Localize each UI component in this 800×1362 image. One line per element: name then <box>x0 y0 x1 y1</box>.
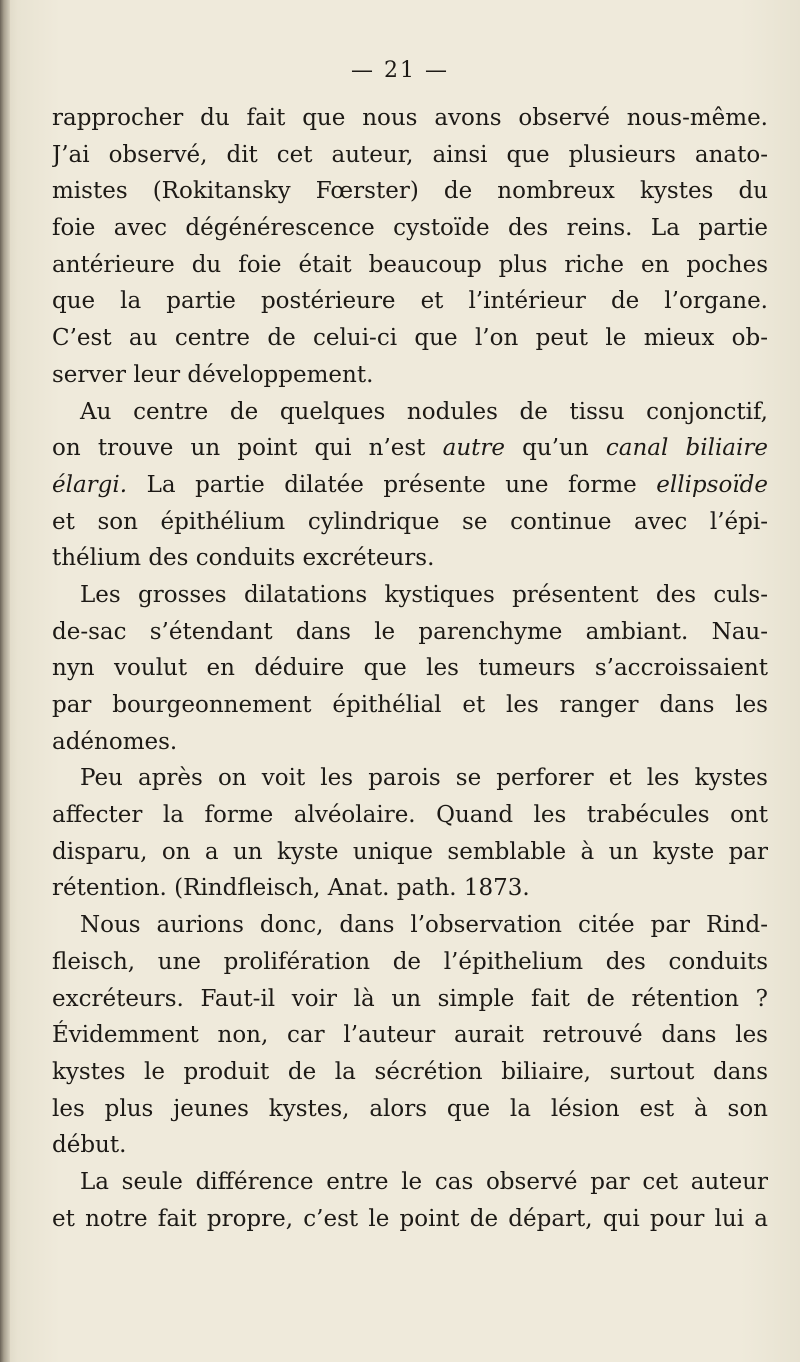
page-binding-edge <box>0 0 10 1362</box>
text-line: et son épithélium cylindrique se continue avec l’épi- <box>52 508 768 535</box>
text-line: thélium des conduits excréteurs. <box>52 545 435 572</box>
text-line: disparu, on a un kyste unique semblable à un kyste par <box>52 838 768 865</box>
italic-term: élargi. <box>52 471 128 498</box>
text-line: début. <box>52 1132 127 1159</box>
text-segment: La partie dilatée présente une forme <box>127 471 657 498</box>
italic-term: ellipsoïde <box>656 471 768 498</box>
text-line: adénomes. <box>52 728 178 755</box>
text-line: antérieure du foie était beaucoup plus riche en poches <box>52 251 768 278</box>
text-line: Évidemment non, car l’auteur aurait retrouvé dans les <box>52 1022 768 1049</box>
text-line: fleisch, une prolifération de l’épithelium des conduits <box>52 948 768 975</box>
italic-term: autre <box>442 435 505 462</box>
text-line <box>52 467 768 504</box>
text-line <box>52 430 768 467</box>
text-line: par bourgeonnement épithélial et les ranger dans les <box>52 692 768 718</box>
text-line: les plus jeunes kystes, alors que la lésion est à son <box>52 1095 768 1122</box>
text-line: nyn voulut en déduire que les tumeurs s’accroissaient <box>52 655 768 682</box>
text-line: La seule différence entre le cas observé par cet auteur <box>80 1168 768 1195</box>
text-line: server leur développement. <box>52 361 374 388</box>
text-segment: on trouve un point qui n’est <box>52 435 443 462</box>
text-line: de-sac s’étendant dans le parenchyme ambiant. Nau- <box>52 618 768 645</box>
text-line: que la partie postérieure et l’intérieur de l’organe. <box>52 288 768 315</box>
text-segment: qu’un <box>504 435 606 462</box>
page-number: — 21 — <box>351 58 449 83</box>
text-line: rapprocher du fait que nous avons observé nous-même. <box>52 105 768 131</box>
text-line: excréteurs. Faut-il voir là un simple fait de rétention ? <box>52 985 768 1012</box>
text-line: Nous aurions donc, dans l’observation citée par Rind- <box>80 912 768 939</box>
body-text <box>52 100 768 1237</box>
text-line: Les grosses dilatations kystiques présentent des culs- <box>80 581 768 608</box>
text-line: J’ai observé, dit cet auteur, ainsi que plusieurs anato- <box>52 141 768 168</box>
text-line: affecter la forme alvéolaire. Quand les trabécules ont <box>52 802 768 829</box>
text-line: Peu après on voit les parois se perforer et les kystes <box>80 765 768 792</box>
italic-term: canal biliaire <box>605 435 768 462</box>
text-line: et notre fait propre, c’est le point de départ, qui pour lui a <box>52 1205 768 1232</box>
text-line: kystes le produit de la sécrétion biliaire, surtout dans <box>52 1058 768 1085</box>
text-line: C’est au centre de celui-ci que l’on peut le mieux ob- <box>52 325 768 352</box>
text-line: foie avec dégénérescence cystoïde des reins. La partie <box>52 215 768 242</box>
text-line: Au centre de quelques nodules de tissu conjonctif, <box>80 398 768 425</box>
text-line: rétention. (Rindfleisch, Anat. path. 1873. <box>52 875 530 902</box>
text-line: mistes (Rokitansky Fœrster) de nombreux kystes du <box>52 178 768 205</box>
